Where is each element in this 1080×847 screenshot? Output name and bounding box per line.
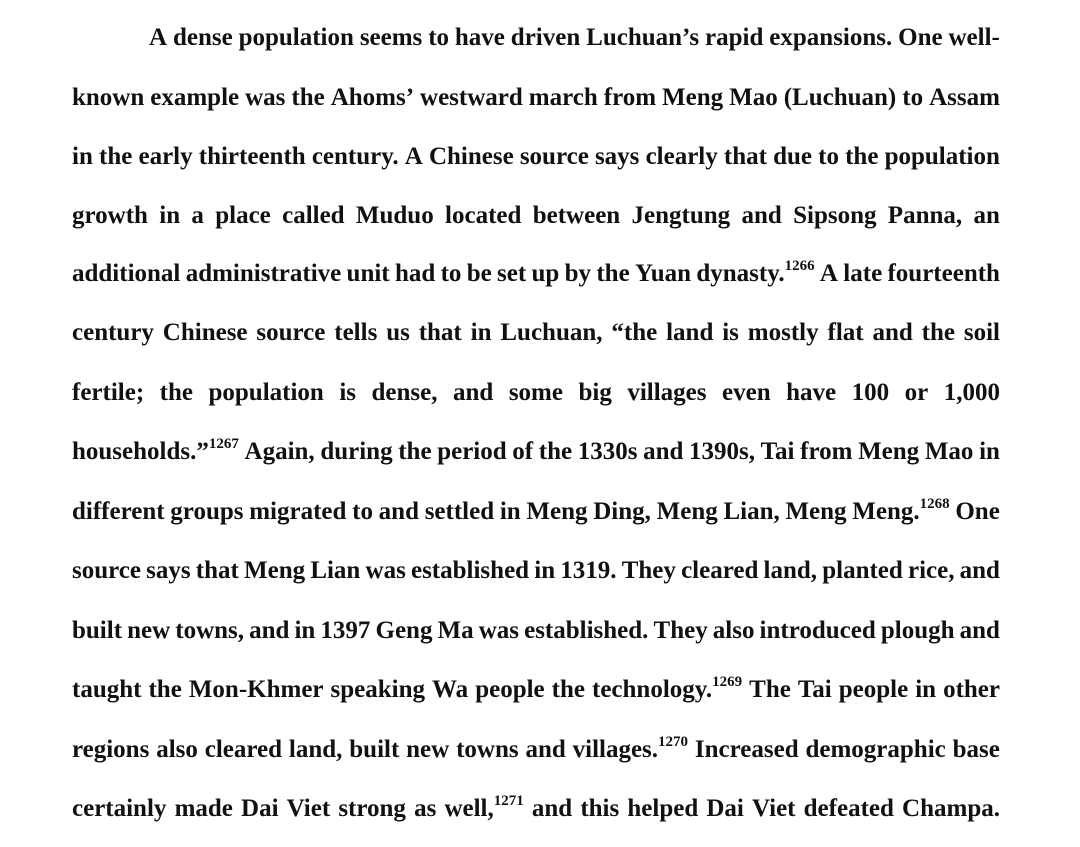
word: up xyxy=(531,260,560,287)
word: the xyxy=(159,379,193,406)
word: the xyxy=(921,319,955,346)
word: in xyxy=(915,676,937,703)
word: households.”$^{1267}$ xyxy=(72,436,239,465)
word: Yuan xyxy=(634,260,692,287)
word: Mao xyxy=(924,438,974,465)
word: Meng.$^{1268}$ xyxy=(852,496,950,525)
word: have xyxy=(786,379,837,406)
word: even xyxy=(722,379,771,406)
document-page xyxy=(72,0,1000,847)
footnote-marker: 1270 xyxy=(658,734,689,750)
word: villages xyxy=(627,379,707,406)
word: example xyxy=(150,84,240,111)
word: Meng xyxy=(244,557,306,584)
word: the xyxy=(596,260,630,287)
word: says xyxy=(146,557,191,584)
word: defeated xyxy=(803,795,894,822)
word: rapid xyxy=(705,24,764,51)
word: late xyxy=(843,260,883,287)
word: towns xyxy=(456,736,519,763)
word: set xyxy=(497,260,527,287)
word: was xyxy=(478,617,520,644)
word: to xyxy=(818,143,839,170)
footnote-marker: 1269 xyxy=(712,674,743,690)
word: known xyxy=(72,84,145,111)
word: also xyxy=(156,736,198,763)
word: was xyxy=(365,557,406,584)
word: population xyxy=(208,379,324,406)
word: Muduo xyxy=(355,202,434,229)
word: land xyxy=(666,319,714,346)
word: during xyxy=(320,438,393,465)
word: Ahoms’ xyxy=(330,84,415,111)
word: new xyxy=(406,736,450,763)
word: to xyxy=(428,24,450,51)
word: and xyxy=(249,617,290,644)
word: of xyxy=(512,438,534,465)
word: Increased xyxy=(694,736,799,763)
word: population xyxy=(238,24,354,51)
word: called xyxy=(282,202,345,229)
text-line xyxy=(72,789,1000,829)
word: The xyxy=(749,676,791,703)
text-line xyxy=(72,78,1000,118)
word: Panna, xyxy=(887,202,963,229)
word: Chinese xyxy=(162,319,248,346)
word: towns, xyxy=(175,617,245,644)
word: Luchuan’s xyxy=(586,24,700,51)
word: planted xyxy=(822,557,903,584)
word: 1330s xyxy=(577,438,638,465)
word: the xyxy=(291,84,325,111)
word: rice, xyxy=(907,557,955,584)
word: clearly xyxy=(645,143,718,170)
word: march xyxy=(528,84,598,111)
word: and xyxy=(741,202,782,229)
word: Meng xyxy=(858,438,920,465)
word: and xyxy=(643,438,684,465)
word: speaking xyxy=(330,676,426,703)
word: people xyxy=(475,676,545,703)
word: people xyxy=(838,676,909,703)
word: Dai xyxy=(706,795,744,822)
text-line xyxy=(72,313,1000,353)
word: located xyxy=(445,202,522,229)
word: the xyxy=(148,676,182,703)
word: place xyxy=(215,202,271,229)
word: the xyxy=(551,676,585,703)
text-line xyxy=(72,730,1000,770)
word: Wa xyxy=(432,676,469,703)
word: established xyxy=(410,557,530,584)
word: century. xyxy=(311,143,399,170)
word: well,$^{1271}$ xyxy=(444,793,524,822)
word: have xyxy=(454,24,505,51)
word: villages.$^{1270}$ xyxy=(572,734,689,763)
word: says xyxy=(594,143,640,170)
text-line xyxy=(72,137,1000,177)
word: this xyxy=(580,795,620,822)
word: They xyxy=(621,557,676,584)
word: taught xyxy=(72,676,142,703)
word: and xyxy=(872,319,913,346)
word: Mao xyxy=(729,84,778,111)
word: in xyxy=(294,617,316,644)
word: Mon-Khmer xyxy=(188,676,324,703)
word: certainly xyxy=(72,795,167,822)
word: Meng xyxy=(526,498,588,525)
word: and xyxy=(525,736,566,763)
word: driven xyxy=(510,24,581,51)
word: Meng xyxy=(662,84,724,111)
word: to xyxy=(352,498,373,525)
word: One xyxy=(955,498,1000,525)
word: expansions. xyxy=(769,24,893,51)
word: base xyxy=(952,736,1000,763)
word: tells xyxy=(334,319,378,346)
word: source xyxy=(519,143,589,170)
word: in xyxy=(499,498,521,525)
word: from xyxy=(800,438,853,465)
word: cleared xyxy=(204,736,283,763)
footnote-marker: 1267 xyxy=(208,436,239,452)
text-line xyxy=(72,551,1000,591)
word: plough xyxy=(880,617,955,644)
word: the xyxy=(398,438,432,465)
word: by xyxy=(564,260,592,287)
word: in xyxy=(979,438,1000,465)
word: early xyxy=(138,143,193,170)
word: introduced xyxy=(759,617,876,644)
word: in xyxy=(534,557,556,584)
word: unit xyxy=(346,260,390,287)
word: source xyxy=(72,557,141,584)
word: Sipsong xyxy=(793,202,877,229)
word: Viet xyxy=(286,795,331,822)
text-line xyxy=(72,432,1000,472)
word: Meng xyxy=(785,498,847,525)
word: seems xyxy=(359,24,423,51)
word: to xyxy=(440,260,462,287)
word: Lian xyxy=(310,557,361,584)
word: (Luchuan) xyxy=(783,84,897,111)
word: settled xyxy=(424,498,495,525)
word: migrated xyxy=(249,498,347,525)
word: They xyxy=(653,617,708,644)
word: growth xyxy=(72,202,148,229)
word: A xyxy=(404,143,423,170)
word: and xyxy=(453,379,494,406)
footnote-marker: 1266 xyxy=(784,258,815,274)
word: Ding, xyxy=(593,498,651,525)
word: the xyxy=(538,438,573,465)
word: built xyxy=(349,736,400,763)
word: cleared xyxy=(681,557,759,584)
word: Luchuan, xyxy=(500,319,603,346)
word: dense, xyxy=(371,379,438,406)
word: mostly xyxy=(747,319,819,346)
word: the xyxy=(845,143,879,170)
word: Tai xyxy=(797,676,832,703)
word: Assam xyxy=(929,84,1000,111)
word: dense xyxy=(172,24,233,51)
word: due xyxy=(773,143,812,170)
word: helped xyxy=(627,795,699,822)
text-line xyxy=(72,373,1000,413)
word: Champa. xyxy=(902,795,1000,822)
word: fertile; xyxy=(72,379,145,406)
word: 1390s, xyxy=(689,438,756,465)
word: some xyxy=(508,379,563,406)
word: technology.$^{1269}$ xyxy=(592,674,743,703)
word: made xyxy=(174,795,233,822)
word: administrative xyxy=(185,260,342,287)
word: One xyxy=(898,24,943,51)
text-line xyxy=(72,492,1000,532)
text-line xyxy=(149,18,1000,58)
word: was xyxy=(245,84,286,111)
word: strong xyxy=(338,795,406,822)
word: A xyxy=(819,260,838,287)
word: land, xyxy=(763,557,818,584)
word: Meng xyxy=(656,498,718,525)
word: westward xyxy=(420,84,523,111)
word: and xyxy=(959,617,1000,644)
word: that xyxy=(195,557,239,584)
word: in xyxy=(72,143,93,170)
word: A xyxy=(149,24,168,51)
word: additional xyxy=(72,260,181,287)
word: is xyxy=(722,319,739,346)
word: Ma xyxy=(437,617,474,644)
word: 100 xyxy=(851,379,890,406)
word: a xyxy=(191,202,204,229)
word: other xyxy=(943,676,1000,703)
word: from xyxy=(603,84,657,111)
word: flat xyxy=(827,319,864,346)
word: that xyxy=(418,319,462,346)
word: to xyxy=(902,84,924,111)
text-line xyxy=(72,670,1000,710)
word: and xyxy=(531,795,573,822)
word: “the xyxy=(611,319,658,346)
word: soil xyxy=(963,319,1000,346)
word: is xyxy=(339,379,357,406)
word: 1,000 xyxy=(943,379,1000,406)
word: had xyxy=(394,260,436,287)
word: Lian, xyxy=(723,498,780,525)
text-line xyxy=(72,611,1000,651)
word: as xyxy=(414,795,437,822)
word: Jengtung xyxy=(631,202,731,229)
word: Again, xyxy=(244,438,315,465)
word: built xyxy=(72,617,123,644)
word: big xyxy=(578,379,612,406)
word: population xyxy=(884,143,1000,170)
word: regions xyxy=(72,736,150,763)
word: 1319. xyxy=(560,557,617,584)
word: thirteenth xyxy=(198,143,306,170)
text-line xyxy=(72,196,1000,236)
word: be xyxy=(466,260,492,287)
word: Geng xyxy=(375,617,433,644)
word: land, xyxy=(288,736,343,763)
word: and xyxy=(959,557,1000,584)
text-line xyxy=(72,254,1000,294)
word: the xyxy=(99,143,133,170)
word: Tai xyxy=(760,438,795,465)
word: established. xyxy=(524,617,649,644)
word: Dai xyxy=(241,795,279,822)
word: groups xyxy=(170,498,244,525)
word: period xyxy=(437,438,507,465)
word: dynasty.$^{1266}$ xyxy=(696,258,815,287)
word: between xyxy=(532,202,621,229)
word: new xyxy=(127,617,171,644)
word: in xyxy=(470,319,492,346)
word: and xyxy=(378,498,419,525)
word: in xyxy=(159,202,181,229)
word: fourteenth xyxy=(887,260,1000,287)
word: source xyxy=(256,319,326,346)
word: century xyxy=(72,319,154,346)
footnote-marker: 1268 xyxy=(919,496,950,512)
word: us xyxy=(386,319,410,346)
word: that xyxy=(723,143,767,170)
word: or xyxy=(904,379,929,406)
word: demographic xyxy=(805,736,946,763)
word: an xyxy=(973,202,1000,229)
word: also xyxy=(712,617,755,644)
footnote-marker: 1271 xyxy=(493,793,524,809)
word: Viet xyxy=(752,795,796,822)
word: 1397 xyxy=(320,617,371,644)
word: different xyxy=(72,498,165,525)
word: Chinese xyxy=(428,143,514,170)
word: well- xyxy=(948,24,1000,51)
